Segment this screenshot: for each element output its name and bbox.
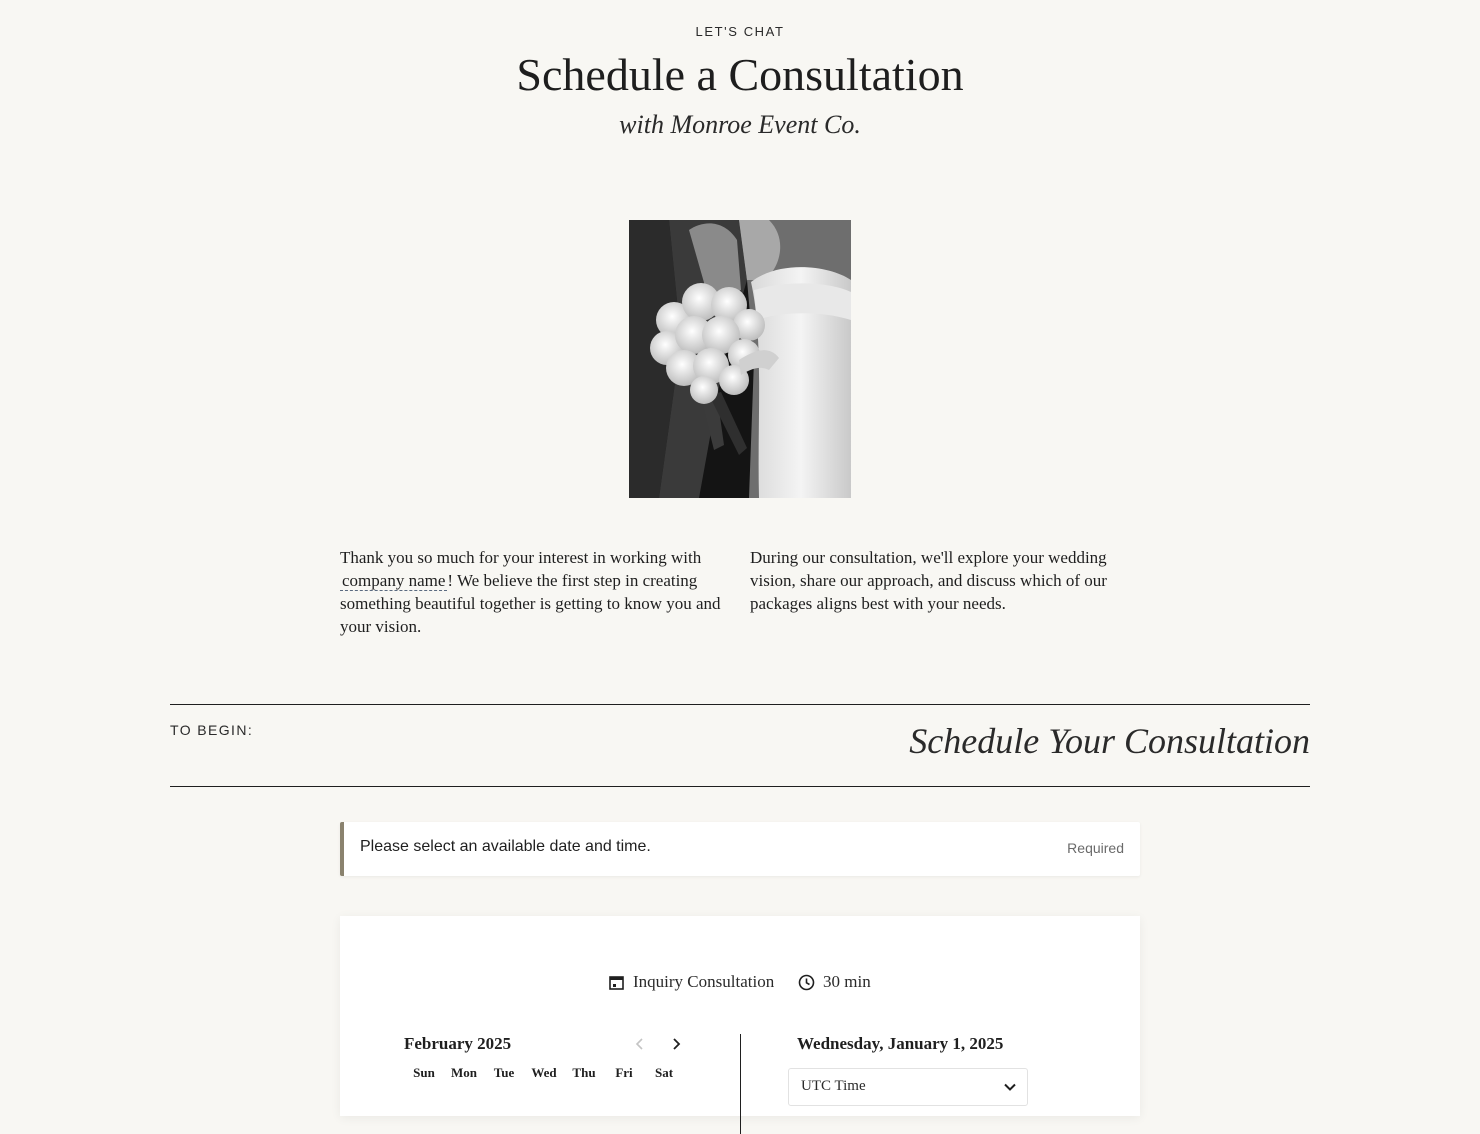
weekday-label: Sat (654, 1065, 674, 1080)
timezone-select[interactable] (788, 1068, 1028, 1106)
company-name-link[interactable]: company name (342, 571, 446, 590)
event-duration (798, 972, 871, 992)
calendar-icon (608, 974, 625, 991)
calendar-month-label: February 2025 (404, 1034, 512, 1053)
eyebrow-label: LET'S CHAT (695, 24, 785, 39)
clock-icon (798, 974, 815, 991)
duration-label: 30 min (823, 972, 871, 991)
page-title: Schedule a Consultation (516, 49, 964, 100)
weekday-label: Sun (413, 1065, 435, 1080)
chevron-down-icon (1003, 1080, 1017, 1099)
begin-label: TO BEGIN: (170, 722, 254, 738)
bridal-bouquet-photo (629, 220, 851, 498)
intro-paragraph-left (340, 546, 730, 638)
weekday-label: Mon (451, 1065, 477, 1080)
page-subtitle: with Monroe Event Co. (619, 110, 861, 139)
section-divider-top (170, 704, 1310, 705)
timezone-value: UTC Time (801, 1078, 866, 1094)
chevron-right-icon (671, 1037, 681, 1051)
weekday-header (404, 1065, 684, 1081)
scheduler-card (340, 916, 1140, 1116)
intro-text-after: ! We believe the first step in creating something beautiful together is getting to know you and your vision. (340, 571, 721, 636)
weekday-label: Tue (493, 1065, 515, 1080)
validation-alert (340, 822, 1140, 876)
intro-text-before: Thank you so much for your interest in working with (340, 548, 702, 567)
event-type (608, 972, 774, 992)
next-month-button[interactable] (666, 1034, 686, 1054)
alert-message: Please select an available date and time. (360, 838, 651, 855)
event-name: Inquiry Consultation (633, 972, 775, 991)
calendar-divider (740, 1034, 741, 1134)
chevron-left-icon (635, 1037, 645, 1051)
section-divider-bottom (170, 786, 1310, 787)
previous-month-button[interactable] (630, 1034, 650, 1054)
begin-title: Schedule Your Consultation (909, 721, 1310, 761)
selected-date-heading: Wednesday, January 1, 2025 (797, 1034, 1004, 1053)
weekday-label: Wed (531, 1065, 557, 1080)
weekday-label: Thu (572, 1065, 596, 1080)
intro-paragraph-right: During our consultation, we'll explore your wedding vision, share our approach, and discuss which of our packages aligns best with your needs. (750, 548, 1107, 613)
weekday-label: Fri (615, 1065, 633, 1080)
required-label: Required (1067, 840, 1124, 856)
